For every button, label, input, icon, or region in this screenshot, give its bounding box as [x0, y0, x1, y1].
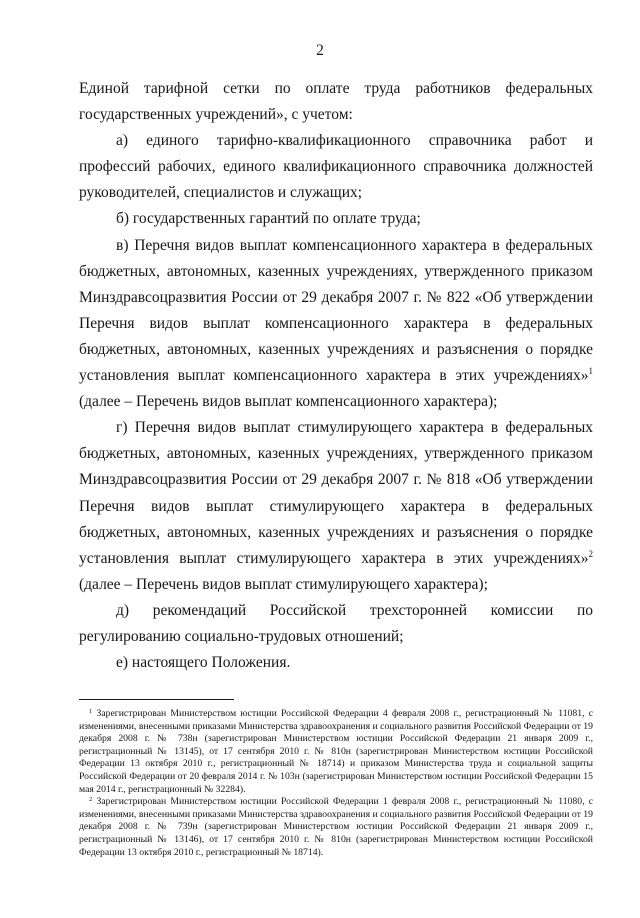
footnote-1-mark: 1 [89, 708, 93, 715]
paragraph-item-e: е) настоящего Положения. [116, 654, 291, 672]
paragraph-item-g-text-end: (далее – Перечень видов выплат стимулирующего характера); [79, 575, 488, 593]
footnote-2-text: Зарегистрирован Министерством юстиции Российской Федерации 1 февраля 2008 г., регистрационный № 11080, с изменениями, внесенными приказами Министерства здравоохранения и социального развития Российской Федерации от 19 декабря 2008 г. № 739н (зарегистрирован Министерством юстиции Российской Федерации 21 января 2009 г., регистрационный № 13146), от 17 сентября 2010 г. № 810н (зарегистрирован Министерством юстиции Российской Федерации 13 октября 2010 г., регистрационный № 18714). [79, 796, 593, 858]
paragraph-item-d: д) рекомендаций Российской трехсторонней комиссии по регулированию социально-трудовых отношений; [79, 601, 593, 645]
paragraph-item-g [79, 415, 593, 598]
paragraph-continuation: Единой тарифной сетки по оплате труда работников федеральных государственных учреждений», с учетом: [79, 80, 593, 124]
footnote-reference-2: 2 [588, 548, 593, 559]
footnote-separator [79, 699, 234, 700]
paragraph-item-a: а) единого тарифно-квалификационного справочника работ и профессий рабочих, единого квалификационного справочника должностей руководителей, специалистов и служащих; [79, 132, 593, 202]
paragraph-item-g-text: г) Перечня видов выплат стимулирующего характера в федеральных бюджетных, автономных, казенных учреждениях, утвержденного приказом Минздравсоцразвития России от 29 декабря 2007 г. № 818 «Об утверждении Перечня видов выплат стимулирующего характера в федеральных бюджетных, автономных, казенных учреждениях и разъяснения о порядке установления выплат стимулирующего характера в этих учреждениях» [79, 419, 593, 567]
footnote-2-mark: 2 [89, 796, 93, 804]
footnote-1 [79, 708, 593, 796]
paragraph-item-v [79, 233, 593, 416]
paragraph-item-v-text: в) Перечня видов выплат компенсационного характера в федеральных бюджетных, автономных, казенных учреждениях, утвержденного приказом Минздравсоцразвития России от 29 декабря 2007 г. № 822 «Об утверждении Перечня видов выплат компенсационного характера в федеральных бюджетных, автономных, казенных учреждениях и разъяснения о порядке установления выплат компенсационного характера в этих учреждениях» [79, 236, 593, 385]
paragraph-item-b: б) государственных гарантий по оплате труда; [116, 210, 421, 228]
footnotes [79, 708, 593, 859]
page-number: 2 [316, 42, 324, 59]
footnote-reference-1: 1 [588, 366, 593, 377]
document-body [79, 76, 593, 676]
paragraph-item-v-text-end: (далее – Перечень видов выплат компенсационного характера); [79, 393, 498, 411]
footnote-1-text: Зарегистрирован Министерством юстиции Российской Федерации 4 февраля 2008 г., регистрационный № 11081, с изменениями, внесенными приказами Министерства здравоохранения и социального развития Российской Федерации от 19 декабря 2008 г. № 738н (зарегистрирован Министерством юстиции Российской Федерации 21 января 2009 г., регистрационный № 13145), от 17 сентября 2010 г. № 810н (зарегистрирован Министерством юстиции Российской Федерации 13 октября 2010 г., регистрационный № 18714) и приказом Министерства труда и социальной защиты Российской Федерации от 20 февраля 2014 г. № 103н (зарегистрирован Министерством юстиции Российской Федерации 15 мая 2014 г., регистрационный № 32284). [79, 708, 593, 795]
footnote-2 [79, 796, 593, 859]
